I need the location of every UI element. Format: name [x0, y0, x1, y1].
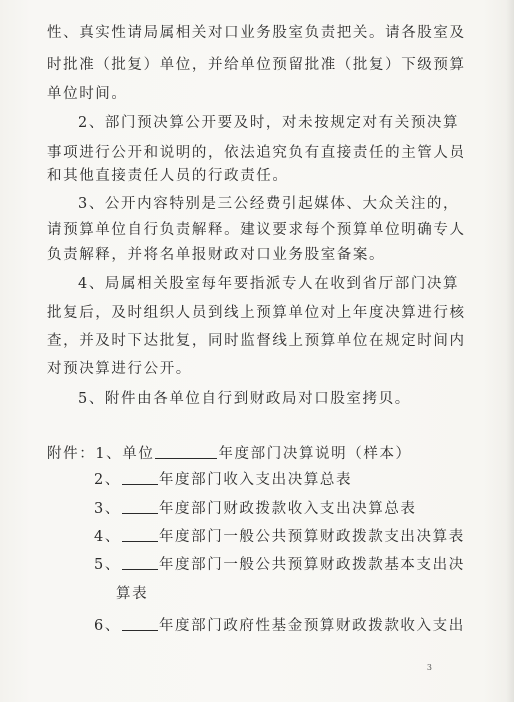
attachment-5-title: 年度部门一般公共预算财政拨款基本支出决: [158, 557, 465, 573]
attachment-5-continuation: 算表: [116, 586, 149, 602]
page-number: 3: [426, 663, 432, 672]
attachment-1: [47, 444, 412, 464]
paragraph-4-line-3: 查，并及时下达批复，同时监督线上预算单位在规定时间内: [47, 333, 466, 349]
attachments-heading: 附件：: [47, 446, 96, 462]
paragraph-1-line-3: 单位时间。: [47, 86, 128, 102]
attachment-6-number: 6、: [94, 618, 121, 634]
paragraph-4-line-4: 对预决算进行公开。: [47, 361, 192, 377]
paragraph-3-line-2: 请预算单位自行负责解释。建议要求每个预算单位明确专人: [47, 222, 466, 238]
paragraph-2-line-3: 和其他直接责任人员的行政责任。: [47, 168, 289, 184]
attachment-4-number: 4、: [94, 529, 121, 545]
attachment-5: [94, 555, 465, 575]
attachment-2-blank: [122, 470, 158, 485]
scan-edge-shadow: [506, 0, 514, 702]
attachment-4-blank: [122, 527, 158, 542]
paragraph-4-line-2: 批复后，及时组织人员到线上预算单位对上年度决算进行核: [47, 305, 466, 321]
attachment-3-title: 年度部门财政拨款收入支出决算总表: [158, 501, 417, 517]
paragraph-1-line-2: 时批准（批复）单位，并给单位预留批准（批复）下级预算: [47, 57, 466, 73]
attachment-3: [94, 499, 417, 519]
attachment-3-number: 3、: [94, 501, 121, 517]
paragraph-2-line-2: 事项进行公开和说明的，依法追究负有直接责任的主管人员: [47, 145, 466, 161]
attachment-1-title: 年度部门决算说明（样本）: [218, 446, 412, 462]
paragraph-4-line-1: 4、局属相关股室每年要指派专人在收到省厅部门决算: [78, 276, 460, 292]
attachment-4-title: 年度部门一般公共预算财政拨款支出决算表: [158, 529, 465, 545]
paragraph-1-line-1: 性、真实性请局属相关对口业务股室负责把关。请各股室及: [47, 25, 466, 41]
attachment-1-blank: [155, 444, 217, 459]
attachment-5-blank: [122, 555, 158, 570]
paragraph-2-line-1: 2、部门预决算公开要及时，对未按规定对有关预决算: [78, 115, 460, 131]
attachment-2-number: 2、: [94, 472, 121, 488]
paragraph-3-line-3: 负责解释，并将名单报财政对口业务股室备案。: [47, 247, 386, 263]
attachment-5-number: 5、: [94, 557, 121, 573]
paragraph-3-line-1: 3、公开内容特别是三公经费引起媒体、大众关注的，: [78, 196, 460, 212]
attachment-2-title: 年度部门收入支出决算总表: [158, 472, 353, 488]
attachment-1-prefix: 单位: [122, 446, 155, 462]
attachment-6: [94, 616, 465, 636]
attachment-2: [94, 470, 352, 490]
attachment-4: [94, 527, 465, 547]
attachment-3-blank: [122, 499, 158, 514]
attachment-6-title: 年度部门政府性基金预算财政拨款收入支出: [158, 618, 465, 634]
attachment-6-blank: [122, 616, 158, 631]
attachment-1-number: 1、: [95, 446, 123, 462]
paragraph-5-line-1: 5、附件由各单位自行到财政局对口股室拷贝。: [78, 391, 411, 407]
